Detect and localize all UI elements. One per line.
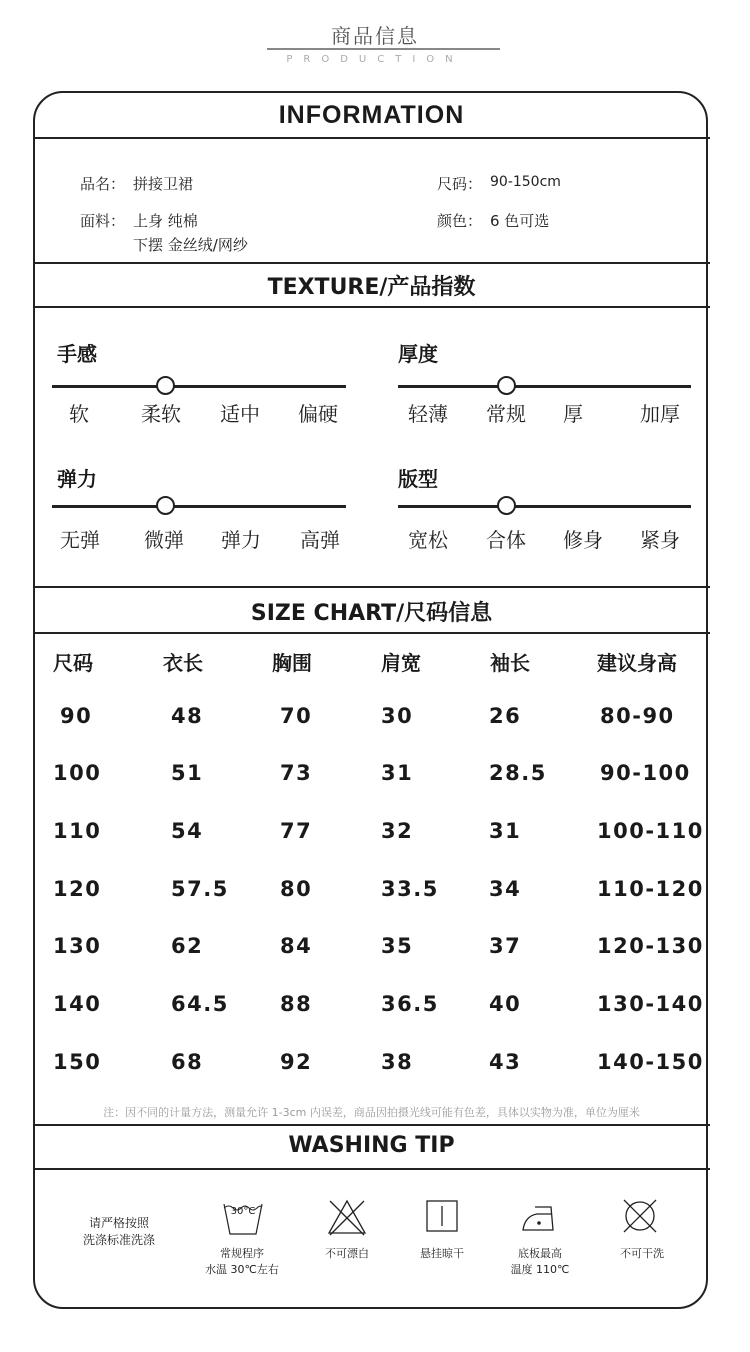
wash-label [192,1246,292,1278]
feel-scale-marker [156,376,175,395]
thickness-option: 厚 [563,402,583,426]
size-cell: 80 [280,877,313,901]
size-cell: 68 [171,1050,204,1074]
thickness-scale-line [398,385,691,388]
size-header: 建议身高 [597,651,677,675]
size-cell: 110 [53,819,102,843]
wash-label-line: 水温 30℃左右 [205,1263,279,1276]
size-cell: 100-110 [597,819,704,843]
stretch-scale-line [52,505,346,508]
fit-scale-line [398,505,691,508]
color-value: 6 色可选 [490,212,550,230]
size-cell: 37 [489,934,522,958]
color-label: 颜色： [437,212,483,230]
fit-option: 修身 [563,528,603,552]
size-cell: 130 [53,934,102,958]
size-cell: 28.5 [489,761,547,785]
size-header: 胸围 [272,651,312,675]
information-title: INFORMATION [278,101,465,129]
size-cell: 120 [53,877,102,901]
wash-label-line: 温度 110℃ [510,1263,570,1276]
texture-title: TEXTURE/产品指数 [267,275,476,300]
size-cell: 26 [489,704,522,728]
wash-label-line: 悬挂晾干 [420,1247,464,1260]
size-cell: 51 [171,761,204,785]
size-cell: 35 [381,934,414,958]
size-label: 尺码： [437,175,483,193]
washing-intro-line: 请严格按照 [88,1216,149,1230]
size-cell: 31 [381,761,414,785]
size-cell: 90-100 [600,761,691,785]
size-cell: 92 [280,1050,313,1074]
size-cell: 36.5 [381,992,439,1016]
divider [33,1168,710,1170]
size-cell: 48 [171,704,204,728]
size-value: 90-150cm [490,174,561,190]
feel-option: 柔软 [141,402,181,426]
size-header: 衣长 [163,651,203,675]
fit-option: 合体 [486,528,526,552]
wash-label [592,1246,692,1262]
measurement-note: 注：因不同的计量方法，测量允许 1-3cm 内误差，商品因拍摄光线可能有色差，具体以实物为准，单位为厘米 [103,1106,640,1119]
wash-tub-icon [221,1200,265,1238]
washing-title: WASHING TIP [288,1133,455,1158]
texture-label-fit: 版型 [398,467,438,491]
size-cell: 43 [489,1050,522,1074]
title-underline [267,48,500,50]
size-cell: 140 [53,992,102,1016]
texture-label-thickness: 厚度 [398,342,438,366]
no-bleach-icon [327,1198,367,1238]
fabric-bottom: 下摆 金丝绒/网纱 [133,236,248,254]
texture-label-feel: 手感 [57,342,97,366]
stretch-option: 高弹 [300,528,340,552]
washing-intro-line: 洗涤标准洗涤 [82,1233,155,1247]
size-cell: 110-120 [597,877,704,901]
size-cell: 33.5 [381,877,439,901]
stretch-option: 无弹 [60,528,100,552]
wash-label-line: 常规程序 [220,1247,264,1260]
size-cell: 120-130 [597,934,704,958]
size-cell: 88 [280,992,313,1016]
washing-intro [70,1215,168,1249]
fit-option: 宽松 [408,528,448,552]
size-cell: 90 [60,704,93,728]
size-cell: 70 [280,704,313,728]
divider [33,262,710,264]
wash-label [392,1246,492,1262]
iron-icon [521,1204,559,1232]
divider [33,632,710,634]
texture-label-stretch: 弹力 [57,467,97,491]
divider [33,586,710,588]
size-cell: 100 [53,761,102,785]
size-cell: 62 [171,934,204,958]
size-cell: 84 [280,934,313,958]
size-cell: 130-140 [597,992,704,1016]
page-subtitle: PRODUCTION [286,54,464,65]
stretch-option: 微弹 [144,528,184,552]
size-cell: 34 [489,877,522,901]
divider [33,1124,710,1126]
stretch-option: 弹力 [221,528,261,552]
size-cell: 73 [280,761,313,785]
product-name-value: 拼接卫裙 [133,175,194,193]
feel-option: 偏硬 [298,402,338,426]
feel-scale-line [52,385,346,388]
size-cell: 77 [280,819,313,843]
no-dry-clean-icon [622,1198,658,1234]
thickness-option: 加厚 [640,402,680,426]
size-chart-title: SIZE CHART/尺码信息 [250,601,493,626]
size-header: 袖长 [490,651,530,675]
thickness-option: 轻薄 [408,402,448,426]
size-cell: 40 [489,992,522,1016]
wash-label-line: 不可干洗 [620,1247,664,1260]
wash-label-line: 底板最高 [518,1247,562,1260]
wash-label-line: 不可漂白 [325,1247,369,1260]
fit-scale-marker [497,496,516,515]
thickness-scale-marker [497,376,516,395]
fabric-label: 面料： [80,212,126,230]
stretch-scale-marker [156,496,175,515]
feel-option: 软 [69,402,89,426]
size-cell: 57.5 [171,877,229,901]
size-cell: 31 [489,819,522,843]
divider [33,306,710,308]
page-title: 商品信息 [331,24,419,48]
fabric-top: 上身 纯棉 [133,212,198,230]
size-header: 尺码 [53,651,93,675]
size-header: 肩宽 [381,651,421,675]
wash-temperature-text: 30°C [230,1206,256,1217]
hang-dry-icon [426,1200,458,1232]
size-cell: 64.5 [171,992,229,1016]
size-cell: 150 [53,1050,102,1074]
size-cell: 38 [381,1050,414,1074]
wash-label [490,1246,590,1278]
size-cell: 30 [381,704,414,728]
product-name-label: 品名： [80,175,126,193]
wash-label [297,1246,397,1262]
divider [33,137,710,139]
size-cell: 80-90 [600,704,675,728]
size-cell: 140-150 [597,1050,704,1074]
feel-option: 适中 [220,402,260,426]
size-cell: 54 [171,819,204,843]
size-cell: 32 [381,819,414,843]
thickness-option: 常规 [486,402,526,426]
fit-option: 紧身 [640,528,680,552]
